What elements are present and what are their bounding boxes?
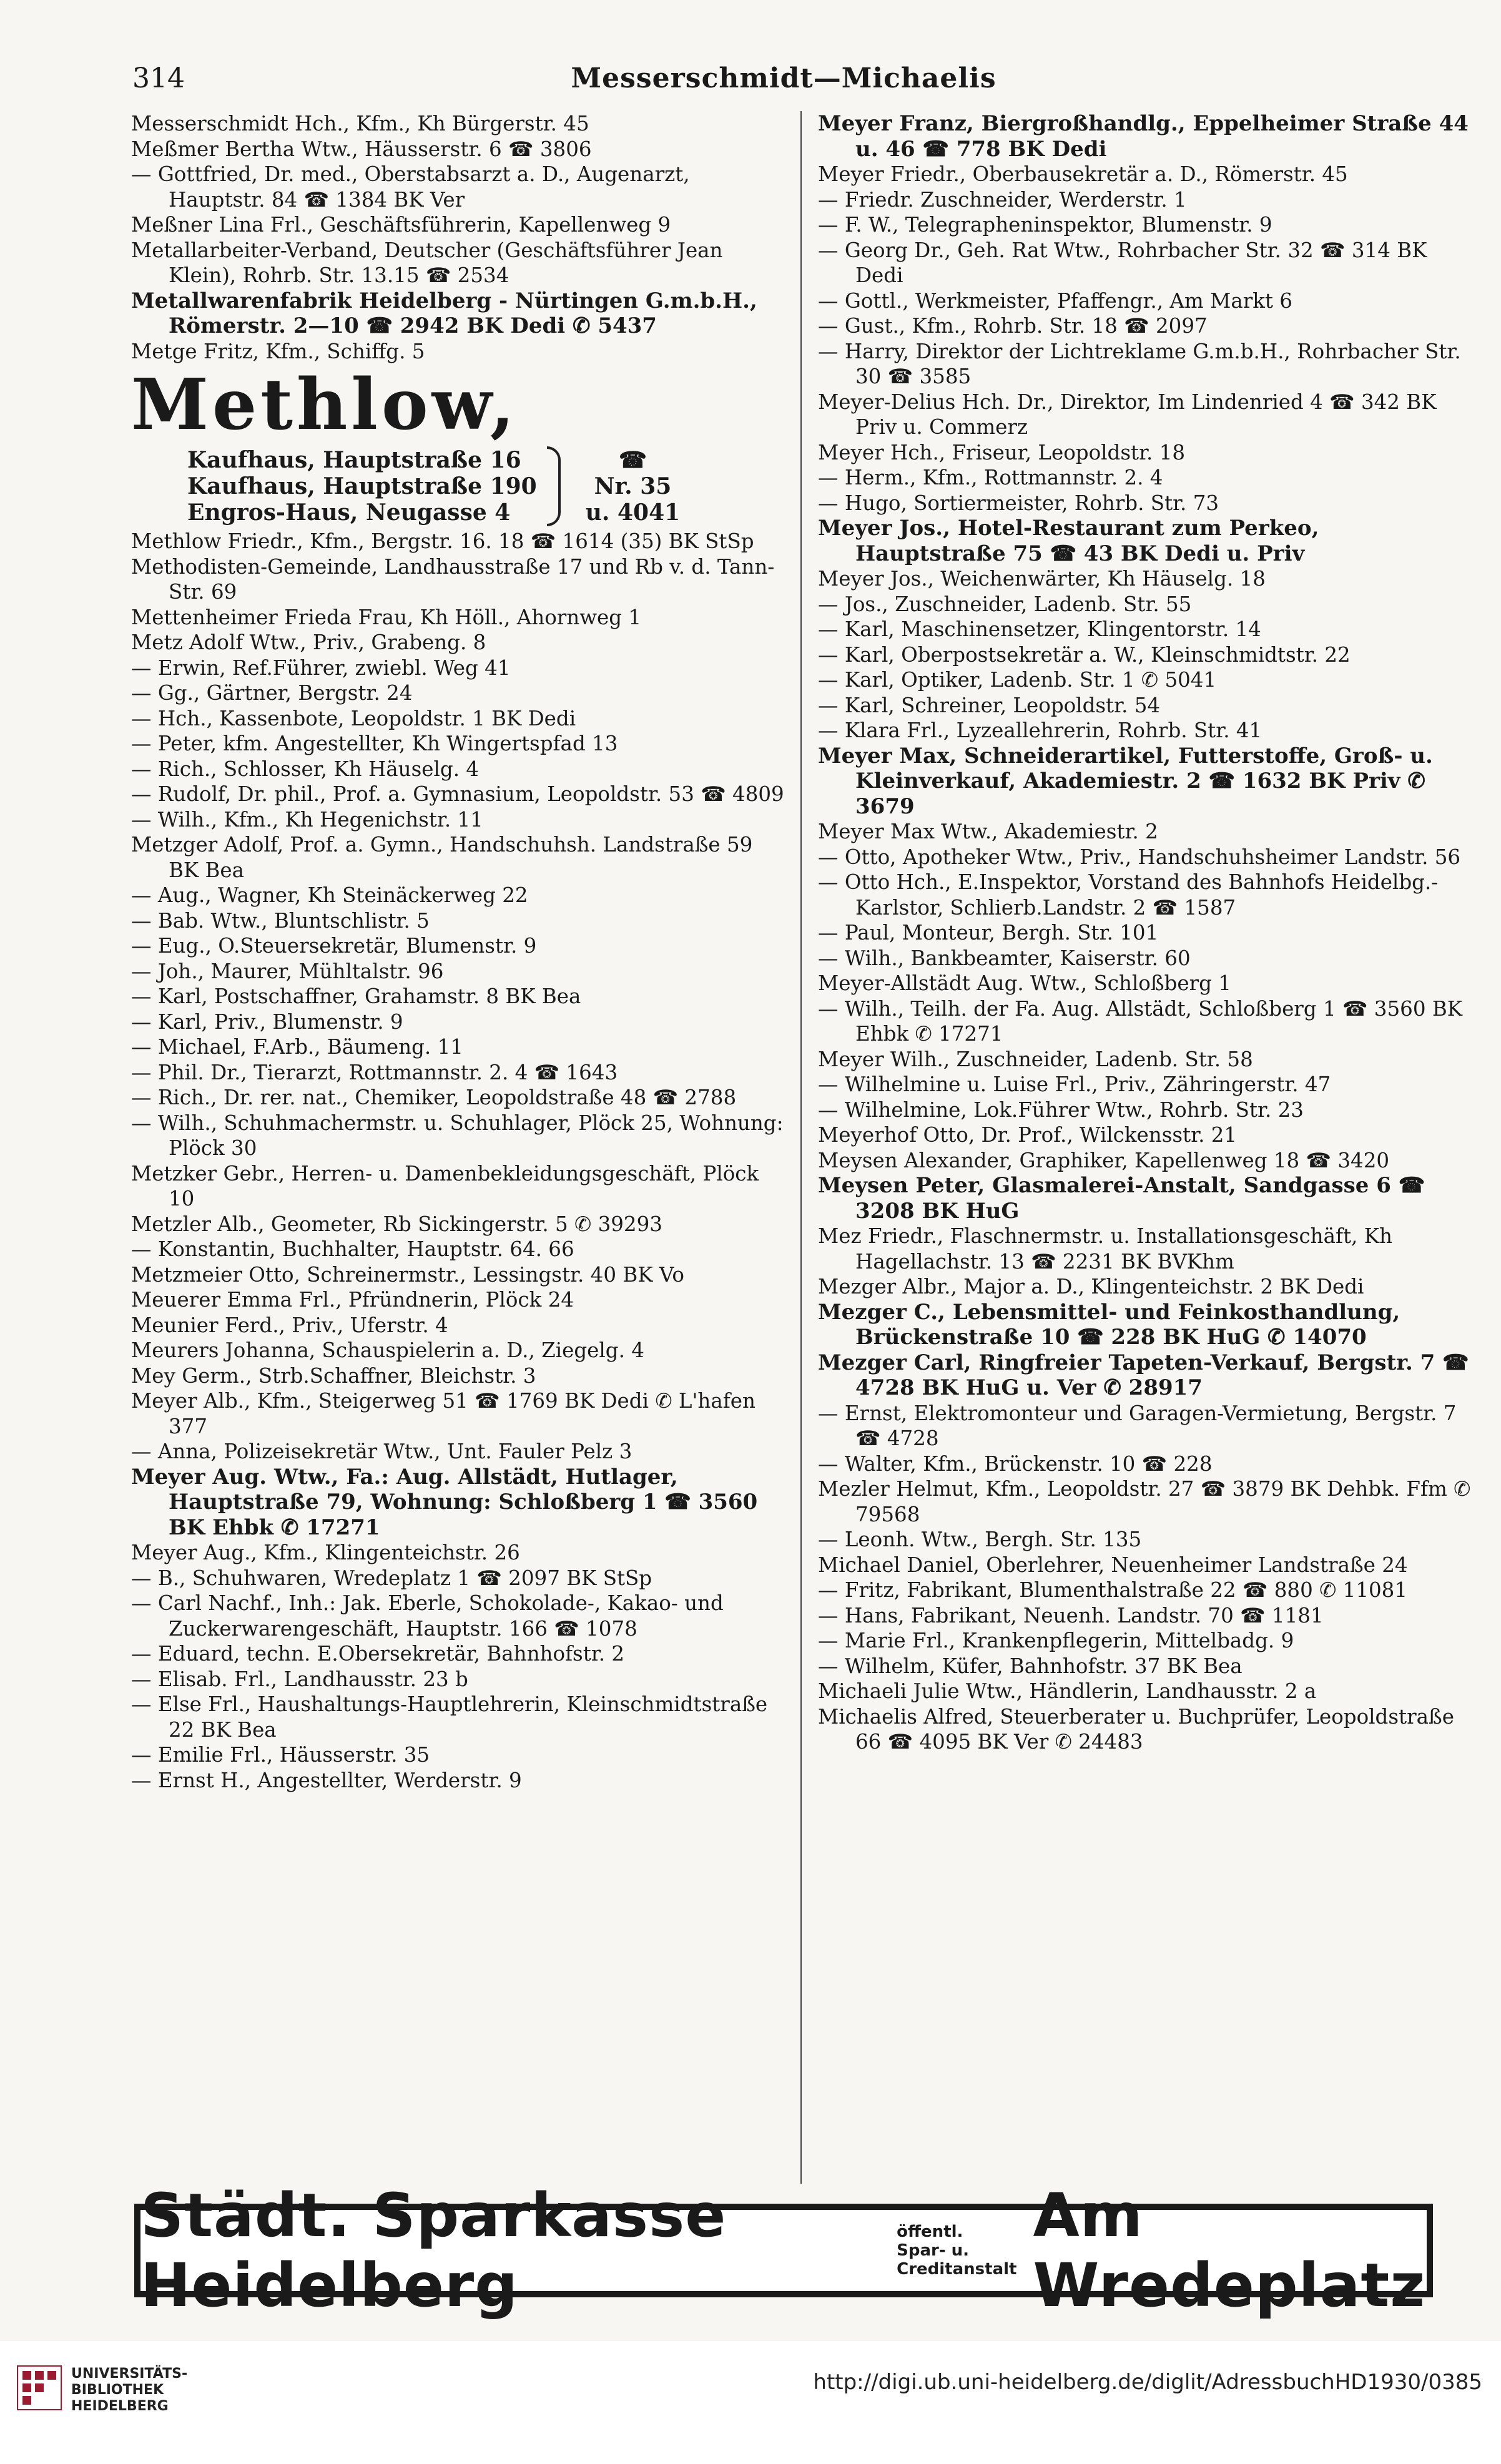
directory-entry: Meurers Johanna, Schauspielerin a. D., Ziegelg. 4 [131, 1338, 644, 1362]
directory-entry: — Ernst, Elektromonteur und Garagen-Vermietung, Bergstr. 7 ☎ 4728 [818, 1401, 1457, 1450]
directory-entry: Meyer Aug. Wtw., Fa.: Aug. Allstädt, Hutlager, Hauptstraße 79, Wohnung: Schloßberg 1 ☎ 3560 BK Ehbk ✆ 17271 [131, 1464, 758, 1540]
logo-line-1: UNIVERSITÄTS- [71, 2366, 188, 2382]
firm-phone-line: Nr. 35 [594, 473, 672, 499]
brace-mark [547, 446, 561, 526]
directory-entry: — Hch., Kassenbote, Leopoldstr. 1 BK Dedi [131, 706, 576, 730]
firm-address-line: Engros-Haus, Neugasse 4 [187, 499, 511, 526]
directory-entry: — Wilh., Bankbeamter, Kaiserstr. 60 [818, 946, 1191, 970]
directory-entry: — Aug., Wagner, Kh Steinäckerweg 22 [131, 883, 528, 907]
ad-left-text: Städt. Sparkasse Heidelberg [140, 2181, 727, 2320]
directory-entry: — Karl, Oberpostsekretär a. W., Kleinschmidtstr. 22 [818, 642, 1351, 667]
directory-entry: — Wilhelmine, Lok.Führer Wtw., Rohrb. Str. 23 [818, 1097, 1304, 1122]
directory-entry: Metz Adolf Wtw., Priv., Grabeng. 8 [131, 631, 486, 654]
column-divider [800, 111, 802, 2184]
directory-entry: Messerschmidt Hch., Kfm., Kh Bürgerstr. 45 [131, 112, 589, 135]
directory-columns [131, 111, 1480, 2184]
directory-entry: Meyer Wilh., Zuschneider, Ladenb. Str. 58 [818, 1047, 1253, 1071]
firm-address-lines [131, 447, 537, 526]
directory-entry: Michaelis Alfred, Steuerberater u. Buchprüfer, Leopoldstraße 66 ☎ 4095 BK Ver ✆ 24483 [818, 1704, 1454, 1754]
directory-entry: — F. W., Telegrapheninspektor, Blumenstr. 9 [818, 213, 1272, 237]
directory-entry: Meßner Lina Frl., Geschäftsführerin, Kapellenweg 9 [131, 213, 671, 237]
directory-entry: Meyer-Delius Hch. Dr., Direktor, Im Lindenried 4 ☎ 342 BK Priv u. Commerz [818, 390, 1437, 439]
directory-entry: — Karl, Optiker, Ladenb. Str. 1 ✆ 5041 [818, 668, 1217, 692]
directory-entry: Methodisten-Gemeinde, Landhausstraße 17 und Rb v. d. Tann-Str. 69 [131, 554, 775, 604]
directory-entry: — Wilh., Kfm., Kh Hegenichstr. 11 [131, 807, 483, 832]
ad-small-line2: Creditanstalt [897, 2260, 1017, 2279]
ad-small-line1: öffentl. Spar- u. [897, 2222, 970, 2260]
directory-entry: — Anna, Polizeisekretär Wtw., Unt. Fauler Pelz 3 [131, 1440, 632, 1463]
directory-entry: Mezger Albr., Major a. D., Klingenteichstr. 2 BK Dedi [818, 1275, 1364, 1298]
directory-entry: — Wilhelmine u. Luise Frl., Priv., Zähringerstr. 47 [818, 1072, 1331, 1096]
directory-entry: — Gottfried, Dr. med., Oberstabsarzt a. D., Augenarzt, Hauptstr. 84 ☎ 1384 BK Ver [131, 162, 690, 212]
directory-entry: Mezger C., Lebensmittel- und Feinkosthandlung, Brückenstraße 10 ☎ 228 BK HuG ✆ 14070 [818, 1299, 1400, 1350]
directory-entry: Meyer Friedr., Oberbausekretär a. D., Römerstr. 45 [818, 162, 1348, 186]
directory-entry: — Walter, Kfm., Brückenstr. 10 ☎ 228 [818, 1451, 1213, 1476]
directory-entry: — Jos., Zuschneider, Ladenb. Str. 55 [818, 592, 1192, 616]
directory-entry: — Emilie Frl., Häusserstr. 35 [131, 1743, 430, 1767]
directory-entry: — Bab. Wtw., Bluntschlistr. 5 [131, 908, 430, 933]
firm-address-block [131, 446, 787, 526]
advertisement-banner [134, 2181, 1433, 2320]
right-column [818, 111, 1474, 2184]
directory-entry: — Klara Frl., Lyzeallehrerin, Rohrb. Str. 41 [818, 719, 1262, 742]
directory-entry: Meyer Jos., Hotel-Restaurant zum Perkeo, Hauptstraße 75 ☎ 43 BK Dedi u. Priv [818, 516, 1319, 566]
directory-entry: — Paul, Monteur, Bergh. Str. 101 [818, 921, 1159, 945]
directory-entry: Mezler Helmut, Kfm., Leopoldstr. 27 ☎ 3879 BK Dehbk. Ffm ✆ 79568 [818, 1477, 1471, 1526]
directory-entry: — Konstantin, Buchhalter, Hauptstr. 64. 66 [131, 1237, 574, 1261]
directory-entry: — Rich., Schlosser, Kh Häuselg. 4 [131, 757, 480, 781]
firm-phone-line: ☎ [619, 447, 647, 473]
firm-phone-number [586, 447, 680, 526]
directory-entry: Meyer Max, Schneiderartikel, Futterstoffe, Groß- u. Kleinverkauf, Akademiestr. 2 ☎ 1632 BK Priv ✆ 3679 [818, 743, 1433, 819]
directory-entry: Meyerhof Otto, Dr. Prof., Wilckensstr. 21 [818, 1123, 1238, 1147]
directory-entry: Meyer Aug., Kfm., Klingenteichstr. 26 [131, 1541, 520, 1564]
directory-entry: Metzger Adolf, Prof. a. Gymn., Handschuhsh. Landstraße 59 BK Bea [131, 833, 753, 882]
directory-entry: — Ernst H., Angestellter, Werderstr. 9 [131, 1768, 522, 1792]
directory-entry: — Marie Frl., Krankenpflegerin, Mittelbadg. 9 [818, 1629, 1294, 1652]
directory-entry: Metallwarenfabrik Heidelberg - Nürtingen G.m.b.H., Römerstr. 2—10 ☎ 2942 BK Dedi ✆ 5437 [131, 288, 757, 338]
library-footer [0, 2341, 1501, 2464]
directory-entry: Mey Germ., Strb.Schaffner, Bleichstr. 3 [131, 1363, 536, 1388]
directory-entry: — Rich., Dr. rer. nat., Chemiker, Leopoldstraße 48 ☎ 2788 [131, 1086, 737, 1109]
directory-entry: — Fritz, Fabrikant, Blumenthalstraße 22 ☎ 880 ✆ 11081 [818, 1578, 1408, 1602]
directory-entry: Metzler Alb., Geometer, Rb Sickingerstr. 5 ✆ 39293 [131, 1212, 662, 1236]
directory-entry: — Gust., Kfm., Rohrb. Str. 18 ☎ 2097 [818, 314, 1208, 338]
directory-entry: — Wilhelm, Küfer, Bahnhofstr. 37 BK Bea [818, 1654, 1243, 1678]
directory-entry: Meuerer Emma Frl., Pfründnerin, Plöck 24 [131, 1288, 574, 1312]
page-content [87, 56, 1480, 2222]
directory-entry: — Wilh., Schuhmachermstr. u. Schuhlager, Plöck 25, Wohnung: Plöck 30 [131, 1111, 784, 1160]
directory-entry: — Eduard, techn. E.Obersekretär, Bahnhofstr. 2 [131, 1642, 625, 1666]
directory-entry: — Hugo, Sortiermeister, Rohrb. Str. 73 [818, 491, 1219, 515]
directory-entry: — Otto, Apotheker Wtw., Priv., Handschuhsheimer Landstr. 56 [818, 845, 1461, 869]
directory-entry: — Wilh., Teilh. der Fa. Aug. Allstädt, Schloßberg 1 ☎ 3560 BK Ehbk ✆ 17271 [818, 996, 1463, 1046]
directory-entry: — Gottl., Werkmeister, Pfaffengr., Am Markt 6 [818, 288, 1292, 313]
directory-entry: — Harry, Direktor der Lichtreklame G.m.b.H., Rohrbacher Str. 30 ☎ 3585 [818, 339, 1461, 388]
directory-entry: — Peter, kfm. Angestellter, Kh Wingertspfad 13 [131, 732, 618, 755]
directory-entry: — Karl, Maschinensetzer, Klingentorstr. 14 [818, 617, 1261, 641]
directory-entry: Metge Fritz, Kfm., Schiffg. 5 [131, 339, 425, 363]
directory-entry: — B., Schuhwaren, Wredeplatz 1 ☎ 2097 BK StSp [131, 1566, 652, 1590]
directory-entry: Meyer Alb., Kfm., Steigerweg 51 ☎ 1769 BK Dedi ✆ L'hafen 377 [131, 1389, 755, 1438]
directory-entry: — Joh., Maurer, Mühltalstr. 96 [131, 959, 444, 983]
directory-entry: — Michael, F.Arb., Bäumeng. 11 [131, 1035, 463, 1059]
ad-right-text: Am Wredeplatz [1033, 2181, 1426, 2320]
directory-entry: Mezger Carl, Ringfreier Tapeten-Verkauf, Bergstr. 7 ☎ 4728 BK HuG u. Ver ✆ 28917 [818, 1350, 1469, 1400]
directory-entry: — Karl, Schreiner, Leopoldstr. 54 [818, 693, 1161, 717]
logo-line-3: HEIDELBERG [71, 2398, 169, 2414]
directory-entry: Meysen Alexander, Graphiker, Kapellenweg 18 ☎ 3420 [818, 1148, 1390, 1172]
running-head: Messerschmidt—Michaelis [571, 62, 997, 94]
page-number: 314 [132, 62, 185, 94]
logo-line-2: BIBLIOTHEK [71, 2382, 164, 2398]
directory-entry: — Eug., O.Steuersekretär, Blumenstr. 9 [131, 934, 537, 958]
left-column [131, 111, 787, 2184]
page-header [87, 56, 1480, 106]
directory-entry: — Karl, Postschaffner, Grahamstr. 8 BK Bea [131, 984, 581, 1008]
firm-address-line: Kaufhaus, Hauptstraße 16 [187, 447, 521, 473]
directory-entry: — Phil. Dr., Tierarzt, Rottmannstr. 2. 4 ☎ 1643 [131, 1060, 618, 1084]
directory-entry: Metzker Gebr., Herren- u. Damenbekleidungsgeschäft, Plöck 10 [131, 1161, 759, 1210]
directory-entry: — Georg Dr., Geh. Rat Wtw., Rohrbacher Str. 32 ☎ 314 BK Dedi [818, 238, 1427, 287]
library-logo-text [71, 2366, 187, 2415]
firm-address-line: Kaufhaus, Hauptstraße 190 [187, 473, 537, 499]
directory-entry: Mez Friedr., Flaschnermstr. u. Installationsgeschäft, Kh Hagellachstr. 13 ☎ 2231 BK BVKhm [818, 1224, 1392, 1274]
directory-entry: Meyer Jos., Weichenwärter, Kh Häuselg. 18 [818, 567, 1266, 591]
directory-entry: — Carl Nachf., Inh.: Jak. Eberle, Schokolade-, Kakao- und Zuckerwarengeschäft, Hauptstr. 166 ☎ 1078 [131, 1591, 724, 1641]
directory-entry: Meunier Ferd., Priv., Uferstr. 4 [131, 1313, 448, 1337]
directory-entry: — Rudolf, Dr. phil., Prof. a. Gymnasium, Leopoldstr. 53 ☎ 4809 [131, 782, 784, 806]
directory-entry: — Hans, Fabrikant, Neuenh. Landstr. 70 ☎ 1181 [818, 1603, 1324, 1627]
directory-entry: — Leonh. Wtw., Bergh. Str. 135 [818, 1528, 1142, 1551]
directory-entry: Meyer Max Wtw., Akademiestr. 2 [818, 820, 1158, 843]
directory-entry: — Else Frl., Haushaltungs-Hauptlehrerin, Kleinschmidtstraße 22 BK Bea [131, 1692, 768, 1742]
firm-heading: Methlow, [131, 364, 518, 446]
directory-entry: Meyer Hch., Friseur, Leopoldstr. 18 [818, 440, 1186, 464]
directory-entry: Meyer Franz, Biergroßhandlg., Eppelheimer Straße 44 u. 46 ☎ 778 BK Dedi [818, 111, 1469, 162]
directory-entry: Michaeli Julie Wtw., Händlerin, Landhausstr. 2 a [818, 1679, 1317, 1703]
directory-entry: — Erwin, Ref.Führer, zwiebl. Weg 41 [131, 655, 511, 680]
directory-entry: — Friedr. Zuschneider, Werderstr. 1 [818, 187, 1187, 212]
directory-entry: Michael Daniel, Oberlehrer, Neuenheimer Landstraße 24 [818, 1553, 1408, 1577]
firm-phone-line: u. 4041 [585, 499, 681, 526]
directory-entry: — Gg., Gärtner, Bergstr. 24 [131, 681, 413, 705]
directory-entry: Meysen Peter, Glasmalerei-Anstalt, Sandgasse 6 ☎ 3208 BK HuG [818, 1173, 1425, 1224]
directory-entry: — Otto Hch., E.Inspektor, Vorstand des Bahnhofs Heidelbg.-Karlstor, Schlierb.Landstr. 2 ☎ 1587 [818, 870, 1439, 920]
directory-entry: Meßmer Bertha Wtw., Häusserstr. 6 ☎ 3806 [131, 137, 592, 161]
directory-entry: Metallarbeiter-Verband, Deutscher (Geschäftsführer Jean Klein), Rohrb. Str. 13.15 ☎ 2534 [131, 238, 723, 287]
source-url[interactable]: http://digi.ub.uni-heidelberg.de/diglit/AdressbuchHD1930/0385 [813, 2370, 1482, 2395]
directory-entry: — Karl, Priv., Blumenstr. 9 [131, 1009, 403, 1034]
directory-entry: — Herm., Kfm., Rottmannstr. 2. 4 [818, 466, 1163, 489]
ad-small-text [897, 2222, 1016, 2279]
directory-entry: Methlow Friedr., Kfm., Bergstr. 16. 18 ☎ 1614 (35) BK StSp [131, 529, 754, 553]
directory-entry: Meyer-Allstädt Aug. Wtw., Schloßberg 1 [818, 971, 1231, 995]
directory-entry: Mettenheimer Frieda Frau, Kh Höll., Ahornweg 1 [131, 605, 642, 629]
directory-entry: Metzmeier Otto, Schreinermstr., Lessingstr. 40 BK Vo [131, 1262, 684, 1287]
library-logo-icon [16, 2365, 62, 2411]
directory-entry: — Elisab. Frl., Landhausstr. 23 b [131, 1667, 468, 1691]
